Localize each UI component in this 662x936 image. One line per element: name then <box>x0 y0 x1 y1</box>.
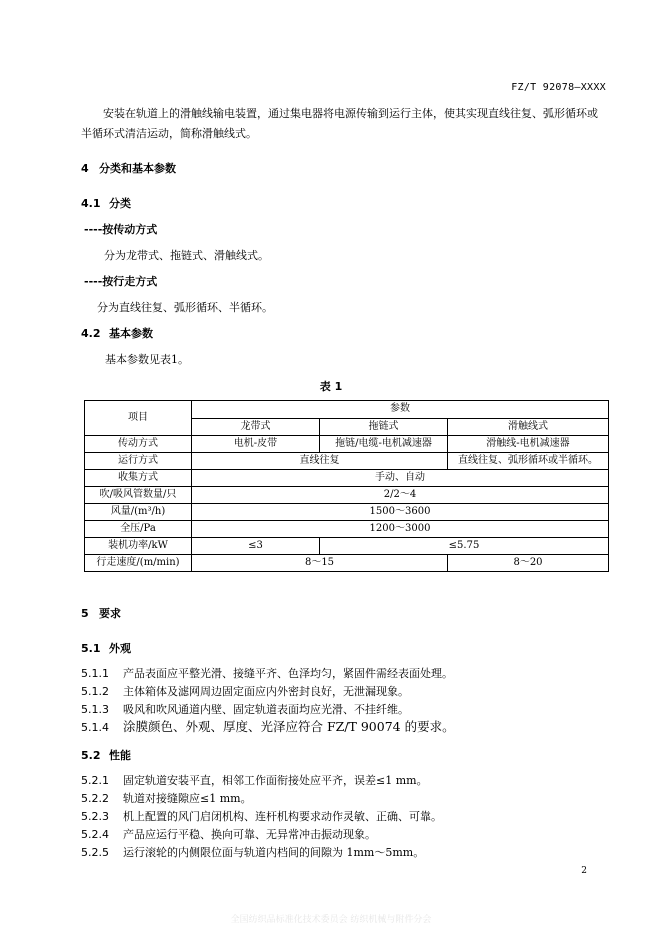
header-params: 参数 <box>192 401 609 419</box>
clause-number: 5.2.1 <box>81 774 109 787</box>
table-cell: 1500～3600 <box>192 504 609 521</box>
clause-text: 产品应运行平稳、换向可靠、无异常冲击振动现象。 <box>123 828 376 841</box>
clause-number: 5.1.3 <box>81 703 109 716</box>
section-4-1-heading <box>81 195 131 211</box>
dash-heading-drive: ----按传动方式 <box>84 223 158 236</box>
subheader-drag-chain: 拖链式 <box>320 418 448 436</box>
section-number: 4.2 <box>81 327 101 340</box>
clause-number: 5.2.4 <box>81 828 109 841</box>
table-row <box>85 555 609 572</box>
table-cell: 2/2～4 <box>192 487 609 504</box>
row-label: 收集方式 <box>85 470 192 487</box>
header-item: 项目 <box>85 401 192 436</box>
clause-text: 轨道对接缝隙应≤1 mm。 <box>123 792 252 805</box>
table-cell: ≤3 <box>192 538 320 555</box>
clause-text: 涂膜颜色、外观、厚度、光泽应符合 FZ/T 90074 的要求。 <box>123 719 455 734</box>
table-title: 表 1 <box>319 380 343 393</box>
clause-5-1-1 <box>81 665 453 681</box>
section-5-1-heading <box>81 640 131 656</box>
row-label: 运行方式 <box>85 453 192 470</box>
table-cell: 直线往复 <box>192 453 448 470</box>
row-label: 全压/Pa <box>85 521 192 538</box>
section-title: 外观 <box>109 642 131 655</box>
clause-5-1-3 <box>81 701 409 717</box>
clause-5-2-5 <box>81 844 424 860</box>
clause-5-2-1 <box>81 772 428 788</box>
table-cell: 电机-皮带 <box>192 436 320 453</box>
section-5-2-heading <box>81 747 131 763</box>
table-cell: 手动、自动 <box>192 470 609 487</box>
clause-5-2-4 <box>81 826 376 842</box>
clause-number: 5.1.2 <box>81 685 109 698</box>
table-row <box>85 521 609 538</box>
walk-types-text: 分为直线往复、弧形循环、半循环。 <box>97 301 273 314</box>
parameters-table <box>84 400 609 572</box>
table-cell: 拖链/电缆-电机减速器 <box>320 436 448 453</box>
document-id: FZ/T 92078—XXXX <box>511 82 606 93</box>
table-row <box>85 504 609 521</box>
clause-text: 固定轨道安装平直，相邻工作面衔接处应平齐，误差≤1 mm。 <box>123 774 428 787</box>
clause-text: 运行滚轮的内侧限位面与轨道内档间的间隙为 1mm～5mm。 <box>123 846 425 859</box>
clause-text: 吸风和吹风通道内壁、固定轨道表面均应光滑、不挂纤维。 <box>123 703 409 716</box>
section-number: 5.1 <box>81 642 101 655</box>
clause-text: 产品表面应平整光滑、接缝平齐、色泽均匀，紧固件需经表面处理。 <box>123 667 453 680</box>
table-cell: 直线往复、弧形循环或半循环。 <box>448 453 609 470</box>
section-number: 4 <box>81 162 89 175</box>
section-title: 性能 <box>109 749 131 762</box>
section-title: 分类 <box>109 197 131 210</box>
clause-5-2-2 <box>81 790 252 806</box>
clause-5-1-2 <box>81 683 409 699</box>
section-4-heading <box>81 160 176 176</box>
section-5-heading <box>81 605 121 621</box>
clause-text: 主体箱体及滤网周边固定面应内外密封良好，无泄漏现象。 <box>123 685 409 698</box>
section-number: 4.1 <box>81 197 101 210</box>
clause-number: 5.2.5 <box>81 846 109 859</box>
table-cell: 1200～3000 <box>192 521 609 538</box>
row-label: 装机功率/kW <box>85 538 192 555</box>
section-title: 要求 <box>99 607 121 620</box>
watermark: 全国纺织品标准化技术委员会 纺织机械与附件分会 <box>230 915 432 925</box>
drive-types-text: 分为龙带式、拖链式、滑触线式。 <box>104 249 269 262</box>
row-label: 传动方式 <box>85 436 192 453</box>
table-cell: 8～20 <box>448 555 609 572</box>
page-number: 2 <box>581 866 587 876</box>
row-label: 行走速度/(m/min) <box>85 555 192 572</box>
subheader-sliding-line: 滑触线式 <box>448 418 609 436</box>
table-cell: ≤5.75 <box>320 538 609 555</box>
table-cell: 滑触线-电机减速器 <box>448 436 609 453</box>
section-number: 5 <box>81 607 89 620</box>
clause-5-1-4 <box>81 717 455 735</box>
clause-number: 5.1.4 <box>81 721 109 734</box>
clause-number: 5.1.1 <box>81 667 109 680</box>
params-reference-text: 基本参数见表1。 <box>105 353 189 366</box>
table-row <box>85 470 609 487</box>
clause-text: 机上配置的风门启闭机构、连杆机构要求动作灵敏、正确、可靠。 <box>123 810 442 823</box>
table-row <box>85 453 609 470</box>
table-cell: 8～15 <box>192 555 448 572</box>
table-row <box>85 538 609 555</box>
section-title: 分类和基本参数 <box>99 162 176 175</box>
clause-number: 5.2.3 <box>81 810 109 823</box>
section-number: 5.2 <box>81 749 101 762</box>
section-4-2-heading <box>81 325 153 341</box>
clause-5-2-3 <box>81 808 442 824</box>
table-header-row <box>85 401 609 419</box>
clause-number: 5.2.2 <box>81 792 109 805</box>
section-title: 基本参数 <box>109 327 153 340</box>
subheader-dragon-belt: 龙带式 <box>192 418 320 436</box>
row-label: 吹/吸风管数量/只 <box>85 487 192 504</box>
dash-heading-walk: ----按行走方式 <box>84 275 158 288</box>
row-label: 风量/(m³/h) <box>85 504 192 521</box>
intro-paragraph: 安装在轨道上的滑触线输电装置，通过集电器将电源传输到运行主体，使其实现直线往复、弧形循环或半循环式清洁运动，简称滑触线式。 <box>81 107 598 140</box>
table-row <box>85 436 609 453</box>
table-row <box>85 487 609 504</box>
